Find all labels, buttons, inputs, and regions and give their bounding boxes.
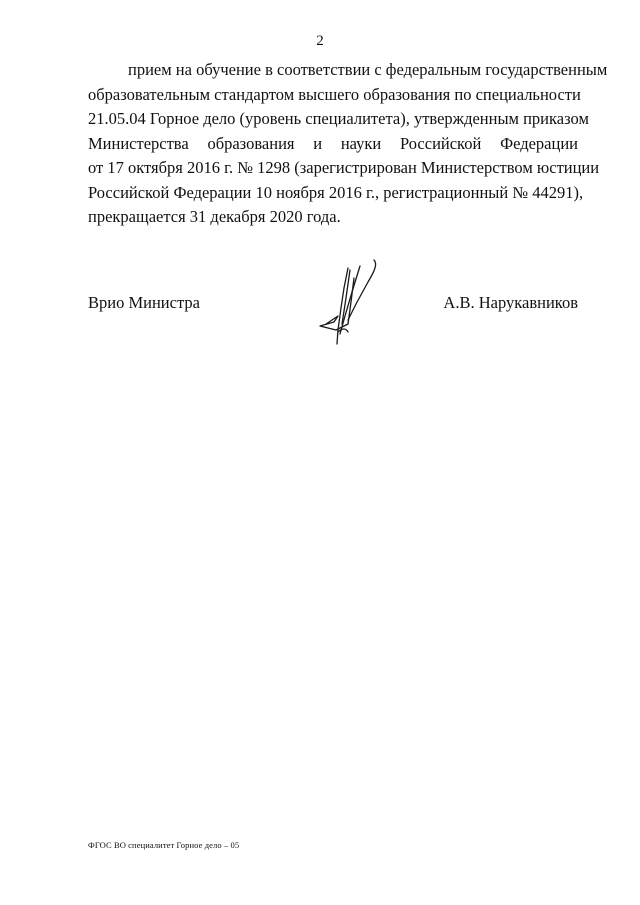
signatory-title: Врио Министра	[88, 293, 200, 312]
body-line: прекращается 31 декабря 2020 года.	[88, 207, 341, 226]
body-line: Российской Федерации 10 ноября 2016 г., регистрационный № 44291),	[88, 182, 584, 202]
page-number: 2	[316, 33, 324, 49]
body-line: 21.05.04 Горное дело (уровень специалитета), утвержденным приказом	[88, 109, 589, 128]
body-line: от 17 октября 2016 г. № 1298 (зарегистрирован Министерством юстиции	[88, 158, 600, 177]
body-line: прием на обучение в соответствии с федеральным государственным	[128, 60, 608, 79]
footer-note: ФГОС ВО специалитет Горное дело – 05	[88, 840, 240, 850]
body-line: образовательным стандартом высшего образования по специальности	[88, 84, 581, 104]
signature-icon	[308, 258, 378, 346]
body-paragraph	[88, 58, 608, 230]
signatory-name: А.В. Нарукавников	[443, 293, 578, 312]
body-line: Министерства образования и науки Российской Федерации	[88, 133, 578, 153]
